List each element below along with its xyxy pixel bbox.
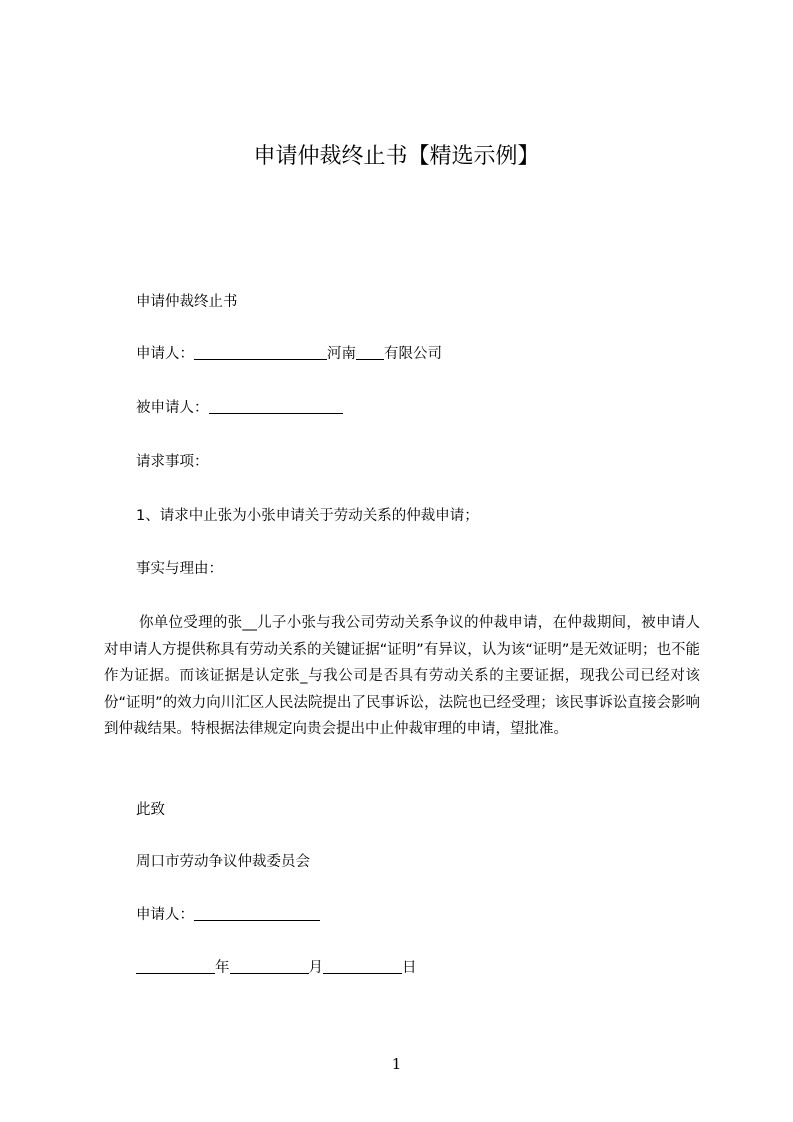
month-blank bbox=[230, 959, 309, 974]
request-label: 请求事项： bbox=[136, 454, 209, 470]
recipient: 周口市劳动争议仲裁委员会 bbox=[136, 854, 310, 870]
applicant-company-blank bbox=[356, 345, 384, 360]
sign-applicant-blank bbox=[194, 906, 320, 921]
day-blank bbox=[323, 959, 402, 974]
year-blank bbox=[136, 959, 215, 974]
facts-body: 你单位受理的张__儿子小张与我公司劳动关系争议的仲裁申请，在仲裁期间，被申请人对申请人方提供称具有劳动关系的关键证据“证明”有异议，认为该“证明”是无效证明；也不能作为证据。而该证据是认定张_与我公司是否具有劳动关系的主要证据，现我公司已经对该份“证明”的效力向川汇区人民法院提出了民事诉讼，法院也已经受理；该民事诉讼直接会影响到仲裁结果。特根据法律规定向贵会提出中止仲裁审理的申请，望批准。 bbox=[104, 615, 700, 737]
facts-label: 事实与理由： bbox=[136, 561, 223, 577]
date-line bbox=[136, 958, 417, 978]
respondent-blank bbox=[209, 399, 343, 414]
applicant-line bbox=[136, 344, 442, 364]
applicant-label: 申请人： bbox=[136, 346, 194, 362]
date-day: 日 bbox=[402, 960, 417, 976]
date-year: 年 bbox=[215, 960, 230, 976]
respondent-line bbox=[136, 398, 343, 418]
closing: 此致 bbox=[136, 802, 165, 818]
applicant-company-part1: 河南 bbox=[327, 346, 356, 362]
respondent-label: 被申请人： bbox=[136, 400, 209, 416]
page-number: 1 bbox=[391, 1055, 402, 1073]
document-title: 申请仲裁终止书【精选示例】 bbox=[253, 144, 540, 169]
date-month: 月 bbox=[308, 960, 323, 976]
request-item: 1、请求中止张为小张申请关于劳动关系的仲裁申请； bbox=[136, 508, 479, 524]
sign-applicant-label: 申请人： bbox=[136, 907, 194, 923]
applicant-blank bbox=[194, 345, 327, 360]
document-heading: 申请仲裁终止书 bbox=[136, 294, 238, 310]
applicant-company-part2: 有限公司 bbox=[384, 346, 442, 362]
sign-applicant-line bbox=[136, 905, 320, 925]
